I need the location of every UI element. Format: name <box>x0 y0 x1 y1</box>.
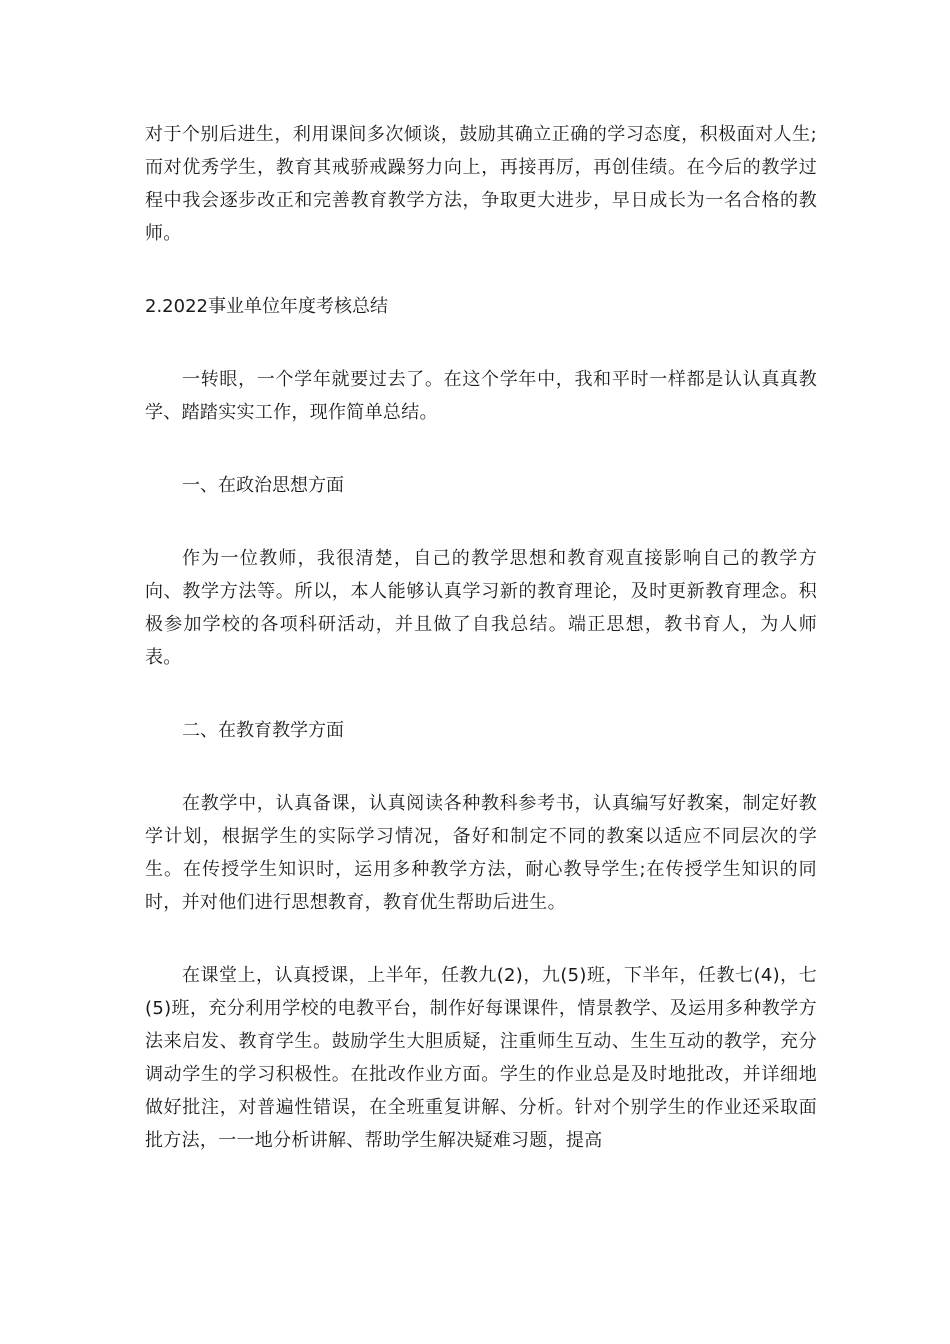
paragraph-classroom: 在课堂上，认真授课，上半年，任教九(2)，九(5)班，下半年，任教七(4)，七(5)班，充分利用学校的电教平台，制作好每课课件，情景教学、及运用多种教学方法来启发、教育学生。鼓励学生大胆质疑，注重师生互动、生生互动的教学，充分调动学生的学习积极性。在批改作业方面。学生的作业总是及时地批改，并详细地做好批注，对普遍性错误，在全班重复讲解、分析。针对个别学生的作业还采取面批方法，一一地分析讲解、帮助学生解决疑难习题，提高 <box>145 965 817 1151</box>
paragraph-political: 作为一位教师，我很清楚，自己的教学思想和教育观直接影响自己的教学方向、教学方法等。所以，本人能够认真学习新的教育理论，及时更新教育理念。积极参加学校的各项科研活动，并且做了自我总结。端正思想，教书育人，为人师表。 <box>145 548 817 668</box>
paragraph-teaching: 在教学中，认真备课，认真阅读各种教科参考书，认真编写好教案，制定好教学计划，根据学生的实际学习情况，备好和制定不同的教案以适应不同层次的学生。在传授学生知识时，运用多种教学方法，耐心教导学生;在传授学生知识的同时，并对他们进行思想教育，教育优生帮助后进生。 <box>145 793 817 913</box>
subheading-political: 一、在政治思想方面 <box>182 475 344 496</box>
document-body <box>145 118 817 1197</box>
paragraph-continuation: 对于个别后进生，利用课间多次倾谈，鼓励其确立正确的学习态度，积极面对人生;而对优秀学生，教育其戒骄戒躁努力向上，再接再厉，再创佳绩。在今后的教学过程中我会逐步改正和完善教育教学方法，争取更大进步，早日成长为一名合格的教师。 <box>145 124 817 244</box>
section-title: 2.2022事业单位年度考核总结 <box>145 296 388 317</box>
subheading-teaching: 二、在教育教学方面 <box>182 720 344 741</box>
paragraph-intro: 一转眼，一个学年就要过去了。在这个学年中，我和平时一样都是认认真真教学、踏踏实实工作，现作简单总结。 <box>145 369 817 423</box>
